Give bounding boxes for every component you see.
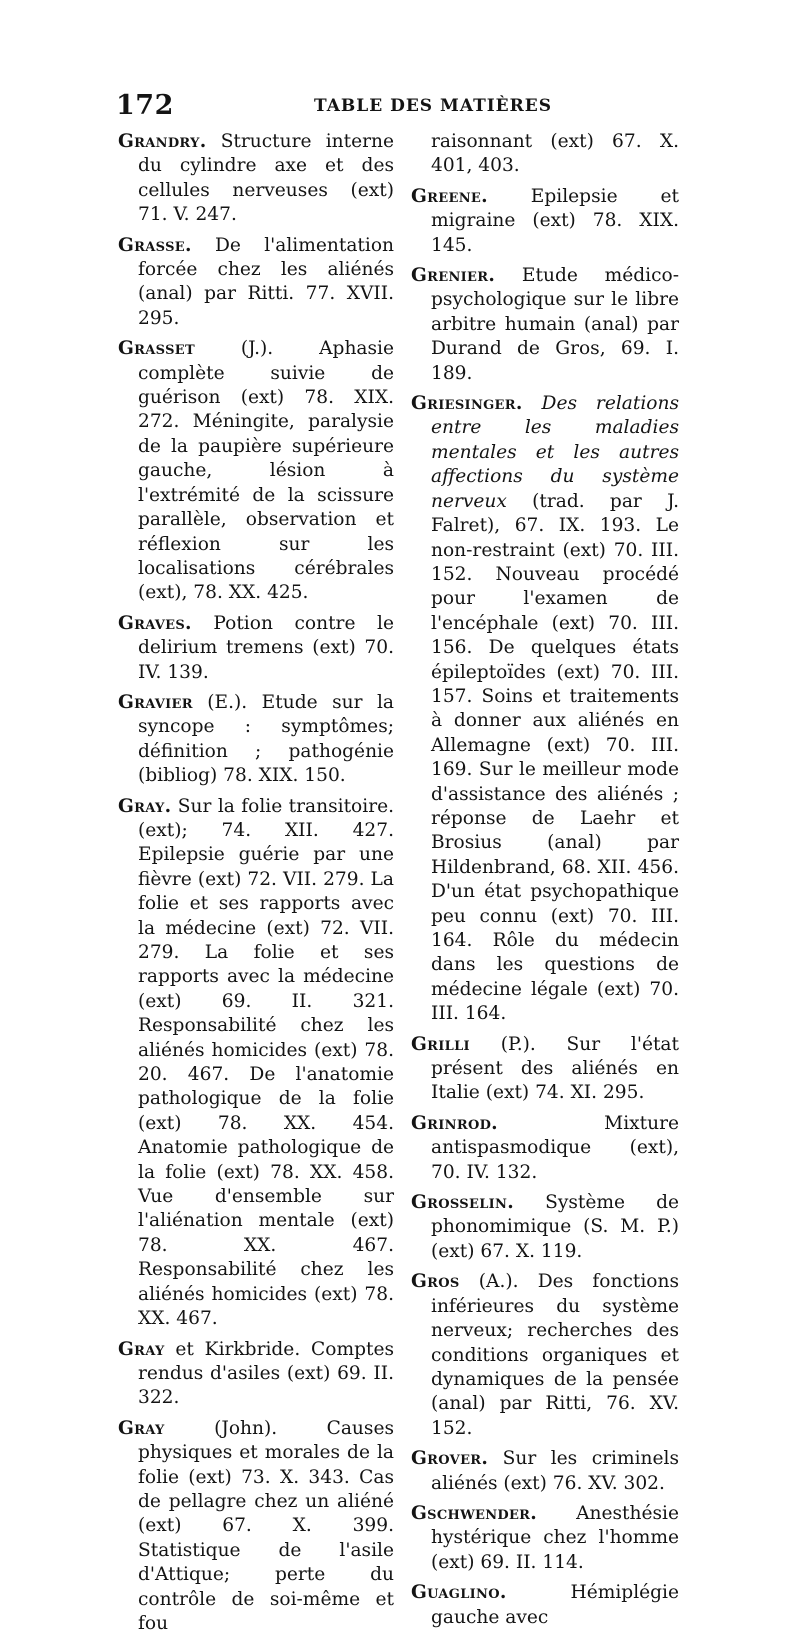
- entry-text: (John). Causes physiques et morales de la folie (ext) 73. X. 343. Cas de pellagre chez un aliéné (ext) 67. X. 399. Statistique de l'asile d'Attique; perte du contrôle de soi-même et fou: [138, 1417, 394, 1634]
- index-entry: [411, 1112, 679, 1185]
- right-column: [411, 130, 679, 1636]
- entry-heading: Greene.: [411, 185, 488, 207]
- index-entry: [411, 1447, 679, 1496]
- entry-text: Etude médico-psychologique sur le libre arbitre humain (anal) par Durand de Gros, 69. I. 189.: [431, 265, 679, 384]
- index-entry: [118, 691, 394, 789]
- entry-heading: Grilli: [411, 1033, 470, 1055]
- entry-text: (J.). Aphasie complète suivie de guérison (ext) 78. XIX. 272. Méningite, paralysie de la paupière supérieure gauche, lésion à l'extrémité de la scissure parallèle, observation et réflexion sur les localisations cérébrales (ext), 78. XX. 425.: [138, 338, 394, 604]
- entry-text: et Kirkbride. Comptes rendus d'asiles (ext) 69. II. 322.: [138, 1338, 394, 1409]
- entry-heading: Graves.: [118, 612, 192, 634]
- index-entry: [411, 185, 679, 258]
- entry-text: Hémiplégie gauche avec: [431, 1582, 679, 1628]
- entry-heading: Grosselin.: [411, 1192, 514, 1214]
- entry-heading: Grover.: [411, 1448, 489, 1470]
- entry-heading: Gravier: [118, 691, 193, 713]
- index-entry: [118, 612, 394, 685]
- index-entry: [411, 1191, 679, 1264]
- entry-text: (P.). Sur l'état présent des aliénés en Italie (ext) 74. XI. 295.: [431, 1033, 679, 1104]
- entry-text: Sur la folie transitoire. (ext); 74. XII. 427. Epilepsie guérie par une fièvre (ext) 72. VII. 279. La folie et ses rapports avec la médecine (ext) 72. VII. 279. La folie et ses rapports avec la médecine (ext) 69. II. 321. Responsabilité chez les aliénés homicides (ext) 78. 20. 467. De l'anatomie pathologique de la folie (ext) 78. XX. 454. Anatomie pathologique de la folie (ext) 78. XX. 458. Vue d'ensemble sur l'aliénation mentale (ext) 78. XX. 467. Responsabilité chez les aliénés homicides (ext) 78. XX. 467.: [138, 795, 394, 1330]
- entry-heading: Grasset: [118, 338, 195, 360]
- entry-text: Mixture antispasmodique (ext), 70. IV. 132.: [431, 1112, 679, 1183]
- entry-text: raisonnant (ext) 67. X. 401, 403.: [431, 131, 679, 177]
- index-entry: [411, 264, 679, 386]
- entry-heading: Guaglino.: [411, 1582, 507, 1604]
- left-column: [118, 130, 394, 1642]
- index-entry: [411, 1502, 679, 1575]
- entry-text: Sur les criminels aliénés (ext) 76. XV. 302.: [431, 1448, 679, 1494]
- entry-heading: Grandry.: [118, 131, 207, 152]
- entry-text: (trad. par J. Falret), 67. IX. 193. Le non-restraint (ext) 70. III. 152. Nouveau procédé pour l'examen de l'encéphale (ext) 70. III. 156. De quelques états épileptoïdes (ext) 70. III. 157. Soins et traitements à donner aux aliénés en Allemagne (ext) 70. III. 169. Sur le meilleur mode d'assistance des aliénés ; réponse de Laehr et Brosius (anal) par Hildenbrand, 68. XII. 456. D'un état psychopathique peu connu (ext) 70. III. 164. Rôle du médecin dans les questions de médecine légale (ext) 70. III. 164.: [431, 490, 679, 1025]
- entry-heading: Grenier.: [411, 265, 496, 287]
- entry-heading: Gros: [411, 1271, 460, 1293]
- index-entry: [118, 337, 394, 605]
- index-entry: [118, 795, 394, 1332]
- running-title: TABLE DES MATIÈRES: [314, 96, 553, 116]
- entry-text: Potion contre le delirium tremens (ext) 70. IV. 139.: [138, 612, 394, 683]
- entry-heading: Griesinger.: [411, 393, 523, 415]
- index-entry: [411, 392, 679, 1027]
- index-entry: [411, 1033, 679, 1106]
- entry-text: Anesthésie hystérique chez l'homme (ext) 69. II. 114.: [431, 1502, 679, 1573]
- page-number: 172: [116, 90, 174, 121]
- entry-text: De l'alimentation forcée chez les aliénés (anal) par Ritti. 77. XVII. 295.: [138, 234, 394, 329]
- entry-text: (E.). Etude sur la syncope : symptômes; définition ; pathogénie (bibliog) 78. XIX. 150.: [138, 691, 394, 787]
- index-entry: [118, 1338, 394, 1411]
- entry-text: Structure interne du cylindre axe et des cellules nerveuses (ext) 71. V. 247.: [138, 131, 394, 226]
- entry-heading: Grasse.: [118, 234, 192, 256]
- index-entry: [118, 130, 394, 228]
- entry-heading: Grinrod.: [411, 1112, 498, 1134]
- index-entry: [118, 1417, 394, 1637]
- entry-text: Epilepsie et migraine (ext) 78. XIX. 145.: [431, 185, 679, 256]
- index-entry: [411, 1581, 679, 1630]
- entry-text: Système de phonomimique (S. M. P.) (ext) 67. X. 119.: [431, 1192, 679, 1262]
- entry-text: (A.). Des fonctions inférieures du système nerveux; recherches des conditions organiques et dynamiques de la pensée (anal) par Ritti, 76. XV. 152.: [431, 1271, 679, 1439]
- entry-italic-title: Des relations entre les maladies mentales et les autres affections du système nerveux: [431, 393, 679, 512]
- entry-heading: Gray: [118, 1417, 165, 1439]
- index-entry-continued: [411, 130, 679, 179]
- entry-heading: Gray.: [118, 795, 172, 817]
- entry-heading: Gray: [118, 1338, 165, 1360]
- index-entry: [411, 1270, 679, 1441]
- index-entry: [118, 234, 394, 332]
- entry-heading: Gschwender.: [411, 1502, 538, 1524]
